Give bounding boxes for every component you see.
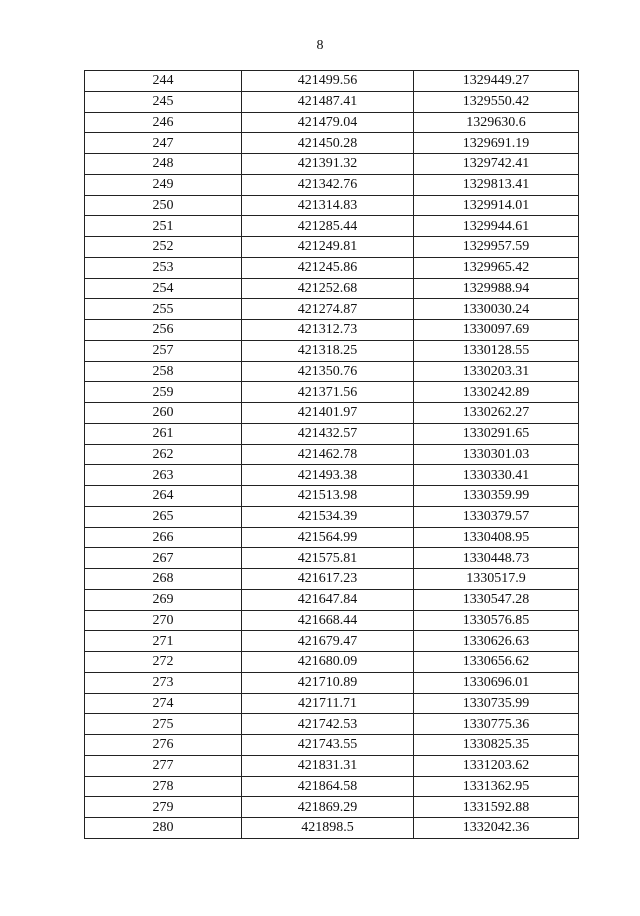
table-row (85, 423, 579, 444)
y-coordinate-cell: 1329742.41 (414, 154, 579, 175)
x-coordinate-cell: 421869.29 (242, 797, 414, 818)
table-row (85, 91, 579, 112)
point-number-cell: 279 (85, 797, 242, 818)
x-coordinate-cell: 421462.78 (242, 444, 414, 465)
table-row (85, 340, 579, 361)
y-coordinate-cell: 1330775.36 (414, 714, 579, 735)
x-coordinate-cell: 421617.23 (242, 569, 414, 590)
point-number-cell: 263 (85, 465, 242, 486)
x-coordinate-cell: 421711.71 (242, 693, 414, 714)
x-coordinate-cell: 421864.58 (242, 776, 414, 797)
table-row (85, 382, 579, 403)
y-coordinate-cell: 1329691.19 (414, 133, 579, 154)
point-number-cell: 266 (85, 527, 242, 548)
y-coordinate-cell: 1330242.89 (414, 382, 579, 403)
x-coordinate-cell: 421742.53 (242, 714, 414, 735)
y-coordinate-cell: 1329914.01 (414, 195, 579, 216)
x-coordinate-cell: 421450.28 (242, 133, 414, 154)
table-row (85, 652, 579, 673)
x-coordinate-cell: 421575.81 (242, 548, 414, 569)
point-number-cell: 248 (85, 154, 242, 175)
y-coordinate-cell: 1330576.85 (414, 610, 579, 631)
y-coordinate-cell: 1330656.62 (414, 652, 579, 673)
point-number-cell: 265 (85, 506, 242, 527)
y-coordinate-cell: 1330408.95 (414, 527, 579, 548)
x-coordinate-cell: 421401.97 (242, 403, 414, 424)
x-coordinate-cell: 421564.99 (242, 527, 414, 548)
y-coordinate-cell: 1330448.73 (414, 548, 579, 569)
table-row (85, 361, 579, 382)
point-number-cell: 264 (85, 486, 242, 507)
y-coordinate-cell: 1330735.99 (414, 693, 579, 714)
table-row (85, 154, 579, 175)
table-row (85, 672, 579, 693)
x-coordinate-cell: 421513.98 (242, 486, 414, 507)
x-coordinate-cell: 421318.25 (242, 340, 414, 361)
y-coordinate-cell: 1330030.24 (414, 299, 579, 320)
y-coordinate-cell: 1331362.95 (414, 776, 579, 797)
x-coordinate-cell: 421391.32 (242, 154, 414, 175)
x-coordinate-cell: 421274.87 (242, 299, 414, 320)
point-number-cell: 269 (85, 589, 242, 610)
point-number-cell: 261 (85, 423, 242, 444)
point-number-cell: 270 (85, 610, 242, 631)
y-coordinate-cell: 1330291.65 (414, 423, 579, 444)
x-coordinate-cell: 421831.31 (242, 755, 414, 776)
x-coordinate-cell: 421493.38 (242, 465, 414, 486)
y-coordinate-cell: 1329550.42 (414, 91, 579, 112)
table-row (85, 818, 579, 839)
point-number-cell: 262 (85, 444, 242, 465)
table-row (85, 278, 579, 299)
y-coordinate-cell: 1330696.01 (414, 672, 579, 693)
point-number-cell: 247 (85, 133, 242, 154)
table-row (85, 486, 579, 507)
table-row (85, 195, 579, 216)
point-number-cell: 251 (85, 216, 242, 237)
table-row (85, 527, 579, 548)
x-coordinate-cell: 421249.81 (242, 237, 414, 258)
point-number-cell: 244 (85, 71, 242, 92)
y-coordinate-cell: 1330330.41 (414, 465, 579, 486)
y-coordinate-cell: 1330825.35 (414, 735, 579, 756)
y-coordinate-cell: 1331592.88 (414, 797, 579, 818)
point-number-cell: 256 (85, 320, 242, 341)
point-number-cell: 275 (85, 714, 242, 735)
point-number-cell: 250 (85, 195, 242, 216)
point-number-cell: 253 (85, 257, 242, 278)
point-number-cell: 252 (85, 237, 242, 258)
table-row (85, 735, 579, 756)
table-row (85, 237, 579, 258)
point-number-cell: 268 (85, 569, 242, 590)
y-coordinate-cell: 1329813.41 (414, 174, 579, 195)
table-row (85, 506, 579, 527)
y-coordinate-cell: 1330301.03 (414, 444, 579, 465)
coordinate-table (84, 70, 579, 839)
x-coordinate-cell: 421432.57 (242, 423, 414, 444)
x-coordinate-cell: 421487.41 (242, 91, 414, 112)
table-row (85, 216, 579, 237)
y-coordinate-cell: 1329449.27 (414, 71, 579, 92)
x-coordinate-cell: 421743.55 (242, 735, 414, 756)
table-row (85, 548, 579, 569)
point-number-cell: 272 (85, 652, 242, 673)
point-number-cell: 254 (85, 278, 242, 299)
table-row (85, 133, 579, 154)
table-row (85, 465, 579, 486)
x-coordinate-cell: 421342.76 (242, 174, 414, 195)
point-number-cell: 246 (85, 112, 242, 133)
x-coordinate-cell: 421350.76 (242, 361, 414, 382)
y-coordinate-cell: 1330359.99 (414, 486, 579, 507)
point-number-cell: 271 (85, 631, 242, 652)
x-coordinate-cell: 421710.89 (242, 672, 414, 693)
y-coordinate-cell: 1332042.36 (414, 818, 579, 839)
y-coordinate-cell: 1329957.59 (414, 237, 579, 258)
x-coordinate-cell: 421534.39 (242, 506, 414, 527)
y-coordinate-cell: 1331203.62 (414, 755, 579, 776)
x-coordinate-cell: 421314.83 (242, 195, 414, 216)
y-coordinate-cell: 1330626.63 (414, 631, 579, 652)
table-row (85, 797, 579, 818)
y-coordinate-cell: 1329630.6 (414, 112, 579, 133)
point-number-cell: 276 (85, 735, 242, 756)
coordinate-table-body (85, 71, 579, 839)
table-row (85, 569, 579, 590)
x-coordinate-cell: 421499.56 (242, 71, 414, 92)
y-coordinate-cell: 1330379.57 (414, 506, 579, 527)
table-row (85, 71, 579, 92)
x-coordinate-cell: 421679.47 (242, 631, 414, 652)
x-coordinate-cell: 421312.73 (242, 320, 414, 341)
x-coordinate-cell: 421371.56 (242, 382, 414, 403)
point-number-cell: 278 (85, 776, 242, 797)
point-number-cell: 257 (85, 340, 242, 361)
x-coordinate-cell: 421647.84 (242, 589, 414, 610)
y-coordinate-cell: 1330547.28 (414, 589, 579, 610)
point-number-cell: 280 (85, 818, 242, 839)
y-coordinate-cell: 1329988.94 (414, 278, 579, 299)
y-coordinate-cell: 1330262.27 (414, 403, 579, 424)
y-coordinate-cell: 1330128.55 (414, 340, 579, 361)
table-row (85, 631, 579, 652)
table-row (85, 299, 579, 320)
y-coordinate-cell: 1330517.9 (414, 569, 579, 590)
table-row (85, 610, 579, 631)
table-row (85, 112, 579, 133)
point-number-cell: 255 (85, 299, 242, 320)
point-number-cell: 259 (85, 382, 242, 403)
table-row (85, 444, 579, 465)
y-coordinate-cell: 1330203.31 (414, 361, 579, 382)
y-coordinate-cell: 1330097.69 (414, 320, 579, 341)
point-number-cell: 260 (85, 403, 242, 424)
point-number-cell: 245 (85, 91, 242, 112)
x-coordinate-cell: 421285.44 (242, 216, 414, 237)
page-number: 8 (316, 38, 324, 53)
x-coordinate-cell: 421252.68 (242, 278, 414, 299)
point-number-cell: 274 (85, 693, 242, 714)
point-number-cell: 273 (85, 672, 242, 693)
table-row (85, 776, 579, 797)
table-row (85, 693, 579, 714)
table-row (85, 403, 579, 424)
table-row (85, 320, 579, 341)
x-coordinate-cell: 421668.44 (242, 610, 414, 631)
table-row (85, 589, 579, 610)
y-coordinate-cell: 1329944.61 (414, 216, 579, 237)
table-row (85, 755, 579, 776)
point-number-cell: 267 (85, 548, 242, 569)
point-number-cell: 277 (85, 755, 242, 776)
table-row (85, 714, 579, 735)
table-row (85, 257, 579, 278)
x-coordinate-cell: 421680.09 (242, 652, 414, 673)
x-coordinate-cell: 421245.86 (242, 257, 414, 278)
x-coordinate-cell: 421479.04 (242, 112, 414, 133)
y-coordinate-cell: 1329965.42 (414, 257, 579, 278)
point-number-cell: 258 (85, 361, 242, 382)
x-coordinate-cell: 421898.5 (242, 818, 414, 839)
table-row (85, 174, 579, 195)
point-number-cell: 249 (85, 174, 242, 195)
